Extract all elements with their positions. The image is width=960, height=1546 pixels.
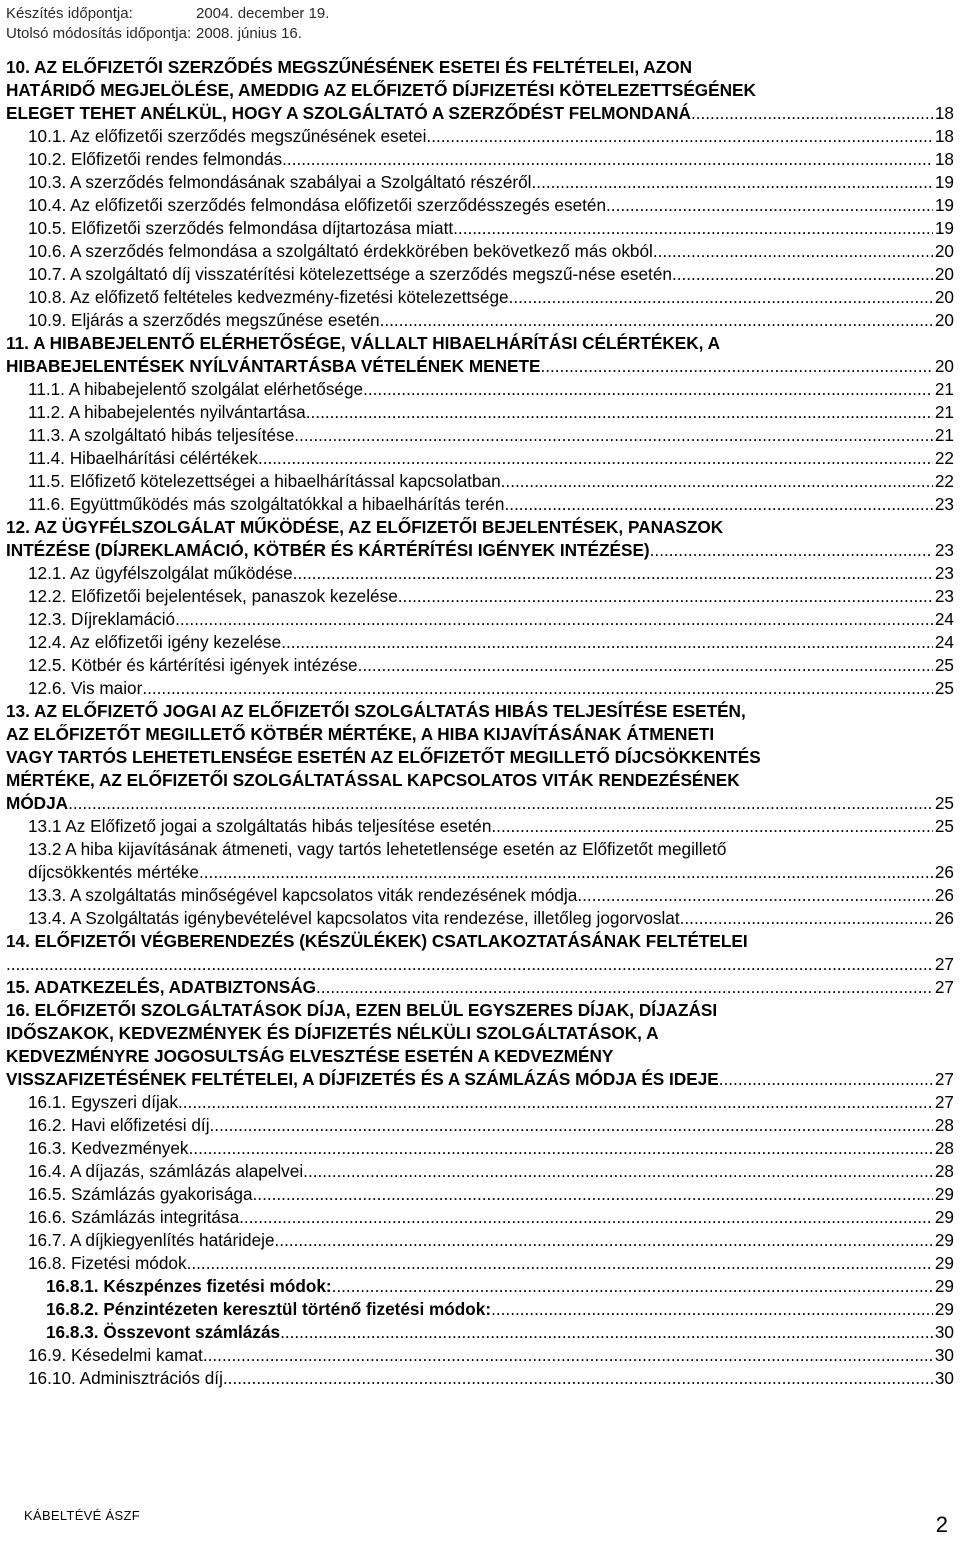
toc-entry-last-line (28, 861, 954, 884)
dot-leader (308, 1160, 933, 1183)
toc-entry-text: díjcsökkentés mértéke (28, 862, 199, 882)
toc-entry-last-line (28, 631, 954, 654)
toc-entry-last-line (28, 309, 954, 332)
toc-page-number: 29 (934, 1207, 954, 1227)
toc-entry-text: 12.4. Az előfizetői igény kezelése (28, 632, 282, 652)
page-number: 2 (935, 1512, 948, 1537)
toc-entry-last-line (28, 585, 954, 608)
toc-entry-text: 16.5. Számlázás gyakorisága (28, 1184, 253, 1204)
toc-page-number: 25 (934, 655, 954, 675)
toc-entry-last-line (28, 1160, 954, 1183)
toc-entry-text: 16.8. Fizetési módok (28, 1253, 187, 1273)
toc-entry-last-line (28, 1091, 954, 1114)
toc-page-number: 26 (934, 908, 954, 928)
toc-entry[interactable] (6, 309, 954, 332)
toc-entry[interactable] (6, 838, 954, 884)
toc-entry[interactable] (6, 999, 954, 1091)
toc-page-number: 18 (934, 126, 954, 146)
toc-entry[interactable] (6, 1275, 954, 1298)
toc-entry-text: 11.6. Együttműködés más szolgáltatókkal a hibaelhárítás terén (28, 494, 505, 514)
toc-entry-text: 16. ELŐFIZETŐI SZOLGÁLTATÁSOK DÍJA, EZEN BELÜL EGYSZERES DÍJAK, DÍJAZÁSI (6, 1000, 718, 1020)
toc-entry[interactable] (6, 470, 954, 493)
toc-entry-last-line (28, 125, 954, 148)
dot-leader (187, 1252, 933, 1275)
toc-entry-text: HATÁRIDŐ MEGJELÖLÉSE, AMEDDIG AZ ELŐFIZETŐ DÍJFIZETÉSI KÖTELEZETTSÉGÉNEK (6, 80, 756, 100)
toc-entry-last-line (28, 286, 954, 309)
dot-leader (223, 1367, 933, 1390)
dot-leader (491, 815, 932, 838)
toc-entry-last-line (28, 1367, 954, 1390)
dot-leader (203, 1344, 933, 1367)
dot-leader (491, 1298, 933, 1321)
table-of-contents (6, 56, 954, 1390)
toc-entry-last-line (28, 470, 954, 493)
dot-leader (275, 1229, 933, 1252)
toc-entry-last-line (28, 884, 954, 907)
dot-leader (577, 884, 933, 907)
toc-page-number: 29 (934, 1299, 954, 1319)
toc-page-number: 19 (934, 195, 954, 215)
toc-entry-last-line (28, 263, 954, 286)
toc-entry-last-line (28, 677, 954, 700)
toc-entry-text: IDŐSZAKOK, KEDVEZMÉNYEK ÉS DÍJFIZETÉS NÉLKÜLI SZOLGÁLTATÁSOK, A (6, 1023, 659, 1043)
toc-entry-text: 16.9. Késedelmi kamat (28, 1345, 203, 1365)
toc-entry[interactable] (6, 217, 954, 240)
toc-entry[interactable] (6, 125, 954, 148)
toc-page-number: 25 (934, 678, 954, 698)
dot-leader (504, 493, 932, 516)
dot-leader (178, 1091, 933, 1114)
dot-leader (398, 585, 933, 608)
toc-page-number: 24 (934, 609, 954, 629)
toc-page-number: 29 (934, 1230, 954, 1250)
toc-entry-last-line (28, 907, 954, 930)
toc-entry-text: 10.5. Előfizetői szerződés felmondása díjtartozása miatt (28, 218, 454, 238)
toc-page-number: 30 (934, 1345, 954, 1365)
toc-entry[interactable] (6, 585, 954, 608)
toc-entry-text: 12.6. Vis maior (28, 678, 143, 698)
toc-entry-last-line (28, 493, 954, 516)
dot-leader (293, 562, 933, 585)
toc-entry-text: 10.9. Eljárás a szerződés megszűnése esetén (28, 310, 380, 330)
toc-entry[interactable] (6, 401, 954, 424)
toc-entry-text: 13.1 Az Előfizető jogai a szolgáltatás hibás teljesítése esetén (28, 816, 492, 836)
dot-leader (532, 171, 933, 194)
toc-page-number: 26 (934, 885, 954, 905)
toc-page-number: 29 (934, 1253, 954, 1273)
dot-leader (306, 401, 933, 424)
toc-entry[interactable] (6, 286, 954, 309)
toc-page-number: 27 (934, 954, 954, 974)
toc-page-number: 25 (934, 816, 954, 836)
toc-entry-last-line (28, 1114, 954, 1137)
toc-entry[interactable] (6, 240, 954, 263)
toc-entry-text: VISSZAFIZETÉSÉNEK FELTÉTELEI, A DÍJFIZETÉS ÉS A SZÁMLÁZÁS MÓDJA ÉS IDEJE (6, 1069, 719, 1089)
toc-entry-text: 12. AZ ÜGYFÉLSZOLGÁLAT MŰKÖDÉSE, AZ ELŐFIZETŐI BEJELENTÉSEK, PANASZOK (6, 517, 724, 537)
toc-entry-text: 16.4. A díjazás, számlázás alapelvei. (28, 1161, 308, 1181)
toc-entry[interactable] (6, 447, 954, 470)
toc-page-number: 29 (934, 1276, 954, 1296)
toc-entry[interactable] (6, 1321, 954, 1344)
toc-page-number: 28 (934, 1161, 954, 1181)
dot-leader (332, 1275, 933, 1298)
toc-entry-last-line (6, 1068, 954, 1091)
dot-leader (189, 1137, 933, 1160)
toc-entry-last-line (28, 1183, 954, 1206)
toc-entry-last-line (6, 792, 954, 815)
dot-leader (363, 378, 933, 401)
toc-page-number: 23 (934, 586, 954, 606)
dot-leader (719, 1068, 933, 1091)
toc-entry-last-line (28, 217, 954, 240)
toc-page-number: 30 (934, 1368, 954, 1388)
toc-entry-text: AZ ELŐFIZETŐT MEGILLETŐ KÖTBÉR MÉRTÉKE, A HIBA KIJAVÍTÁSÁNAK ÁTMENETI (6, 724, 715, 744)
toc-page-number: 27 (934, 977, 954, 997)
toc-entry[interactable] (6, 493, 954, 516)
toc-entry-text: 12.3. Díjreklamáció (28, 609, 176, 629)
toc-entry[interactable] (6, 1367, 954, 1390)
toc-entry-text: 12.2. Előfizetői bejelentések, panaszok kezelése (28, 586, 398, 606)
toc-entry-last-line (28, 1344, 954, 1367)
toc-entry-last-line (28, 148, 954, 171)
toc-entry[interactable] (6, 608, 954, 631)
toc-page-number: 19 (934, 218, 954, 238)
toc-entry-text: 10.3. A szerződés felmondásának szabályai a Szolgáltató részéről (28, 172, 532, 192)
toc-page-number: 22 (934, 448, 954, 468)
toc-entry[interactable] (6, 171, 954, 194)
dot-leader (68, 792, 933, 815)
dot-leader (253, 1183, 933, 1206)
toc-entry-text: HIBABEJELENTÉSEK NYÍLVÁNTARTÁSBA VÉTELÉNEK MENETE (6, 356, 541, 376)
toc-entry[interactable] (6, 1114, 954, 1137)
toc-entry[interactable] (6, 148, 954, 171)
dot-leader (606, 194, 933, 217)
toc-entry[interactable] (6, 56, 954, 125)
toc-page-number: 25 (934, 793, 954, 813)
toc-entry-text: 10.1. Az előfizetői szerződés megszűnésének esetei (28, 126, 427, 146)
modified-row (6, 24, 329, 44)
dot-leader (380, 309, 933, 332)
toc-entry[interactable] (6, 976, 954, 999)
toc-entry-last-line (28, 447, 954, 470)
toc-entry[interactable] (6, 907, 954, 930)
dot-leader (501, 470, 933, 493)
toc-page-number: 21 (934, 402, 954, 422)
toc-entry-text: 13. AZ ELŐFIZETŐ JOGAI AZ ELŐFIZETŐI SZOLGÁLTATÁS HIBÁS TELJESÍTÉSE ESETÉN, (6, 701, 746, 721)
toc-entry-text: 16.8.3. Összevont számlázás (46, 1322, 281, 1342)
toc-entry[interactable] (6, 516, 954, 562)
toc-entry-last-line (28, 424, 954, 447)
toc-entry-last-line (6, 953, 954, 976)
toc-entry-text: 13.3. A szolgáltatás minőségével kapcsolatos viták rendezésének módja (28, 885, 578, 905)
toc-entry-last-line (46, 1275, 954, 1298)
toc-entry[interactable] (6, 1252, 954, 1275)
toc-page-number: 24 (934, 632, 954, 652)
toc-entry-last-line (6, 102, 954, 125)
toc-entry-last-line (28, 1229, 954, 1252)
created-date: 2004. december 19. (196, 5, 330, 22)
dot-leader (426, 125, 932, 148)
toc-entry-last-line (28, 240, 954, 263)
dot-leader (680, 907, 933, 930)
toc-entry-last-line (28, 815, 954, 838)
toc-entry-text: 16.10. Adminisztrációs díj (28, 1368, 223, 1388)
toc-entry-text: 14. ELŐFIZETŐI VÉGBERENDEZÉS (KÉSZÜLÉKEK) CSATLAKOZTATÁSÁNAK FELTÉTELEI (6, 931, 748, 951)
toc-entry-text: 11.2. A hibabejelentés nyilvántartása (28, 402, 306, 422)
toc-page-number: 20 (934, 241, 954, 261)
toc-entry-text: 12.5. Kötbér és kártérítési igények intézése (28, 655, 358, 675)
toc-page-number: 27 (934, 1092, 954, 1112)
modified-date: 2008. június 16. (196, 25, 302, 42)
toc-page-number: 23 (934, 494, 954, 514)
toc-page-number: 23 (934, 540, 954, 560)
toc-entry-text: 16.2. Havi előfizetési díj (28, 1115, 210, 1135)
toc-page-number: 23 (934, 563, 954, 583)
dot-leader (280, 1321, 933, 1344)
toc-entry[interactable] (6, 1344, 954, 1367)
dot-leader (294, 424, 933, 447)
toc-entry[interactable] (6, 884, 954, 907)
toc-page-number: 18 (934, 149, 954, 169)
toc-entry-text: VAGY TARTÓS LEHETETLENSÉGE ESETÉN AZ ELŐFIZETŐT MEGILLETŐ DÍJCSÖKKENTÉS (6, 747, 761, 767)
toc-page-number: 20 (934, 264, 954, 284)
toc-entry[interactable] (6, 631, 954, 654)
toc-entry-last-line (28, 401, 954, 424)
dot-leader (653, 240, 933, 263)
toc-entry[interactable] (6, 1229, 954, 1252)
toc-entry-last-line (28, 378, 954, 401)
toc-page-number: 21 (934, 379, 954, 399)
toc-entry-text: INTÉZÉSE (DÍJREKLAMÁCIÓ, KÖTBÉR ÉS KÁRTÉRÍTÉSI IGÉNYEK INTÉZÉSE) (6, 540, 650, 560)
dot-leader (691, 102, 933, 125)
toc-entry[interactable] (6, 332, 954, 378)
dot-leader (6, 953, 933, 976)
toc-entry-text: 10.4. Az előfizetői szerződés felmondása előfizetői szerződésszegés esetén (28, 195, 607, 215)
toc-page-number: 22 (934, 471, 954, 491)
toc-entry-text: 16.6. Számlázás integritása (28, 1207, 240, 1227)
dot-leader (199, 861, 933, 884)
toc-entry-text: 13.4. A Szolgáltatás igénybevételével kapcsolatos vita rendezése, illetőleg jogorvoslat (28, 908, 680, 928)
toc-entry-text: 16.1. Egyszeri díjak (28, 1092, 178, 1112)
toc-entry[interactable] (6, 378, 954, 401)
dot-leader (453, 217, 933, 240)
toc-entry-last-line (28, 171, 954, 194)
toc-entry[interactable] (6, 654, 954, 677)
toc-entry-last-line (46, 1321, 954, 1344)
created-label: Készítés időpontja: (6, 5, 133, 22)
toc-entry[interactable] (6, 700, 954, 815)
toc-entry[interactable] (6, 424, 954, 447)
toc-page-number: 30 (934, 1322, 954, 1342)
toc-entry-last-line (28, 1252, 954, 1275)
toc-entry-text: 10.7. A szolgáltató díj visszatérítési kötelezettsége a szerződés megszű-nése esetén (28, 264, 672, 284)
dot-leader (650, 539, 933, 562)
toc-entry-last-line (6, 976, 954, 999)
toc-page-number: 18 (934, 103, 954, 123)
toc-entry-text: 10. AZ ELŐFIZETŐI SZERZŐDÉS MEGSZŰNÉSÉNEK ESETEI ÉS FELTÉTELEI, AZON (6, 57, 692, 77)
toc-entry-text: 10.8. Az előfizető feltételes kedvezmény-fizetési kötelezettsége (28, 287, 509, 307)
toc-page-number: 19 (934, 172, 954, 192)
toc-entry[interactable] (6, 815, 954, 838)
dot-leader (142, 677, 933, 700)
dot-leader (239, 1206, 933, 1229)
modified-label: Utolsó módosítás időpontja: (6, 25, 192, 42)
toc-entry-last-line (6, 355, 954, 378)
toc-entry-last-line (28, 562, 954, 585)
dot-leader (509, 286, 933, 309)
toc-page-number: 20 (934, 310, 954, 330)
toc-entry[interactable] (6, 1206, 954, 1229)
dot-leader (540, 355, 932, 378)
toc-page-number: 28 (934, 1115, 954, 1135)
created-row (6, 4, 329, 24)
toc-page-number: 21 (934, 425, 954, 445)
dot-leader (672, 263, 933, 286)
toc-entry-text: 12.1. Az ügyfélszolgálat működése (28, 563, 293, 583)
toc-entry[interactable] (6, 194, 954, 217)
toc-entry-text: 13.2 A hiba kijavításának átmeneti, vagy tartós lehetetlensége esetén az Előfizetőt megillető (28, 839, 727, 859)
toc-entry-last-line (6, 539, 954, 562)
toc-entry-text: 16.8.1. Készpénzes fizetési módok: (46, 1276, 332, 1296)
toc-entry-text: 10.2. Előfizetői rendes felmondás (28, 149, 283, 169)
toc-entry-text: MÉRTÉKE, AZ ELŐFIZETŐI SZOLGÁLTATÁSSAL KAPCSOLATOS VITÁK RENDEZÉSÉNEK (6, 770, 740, 790)
toc-entry-text: 11.3. A szolgáltató hibás teljesítése (28, 425, 295, 445)
toc-page-number: 28 (934, 1138, 954, 1158)
dot-leader (210, 1114, 933, 1137)
toc-entry-last-line (28, 654, 954, 677)
dot-leader (281, 631, 933, 654)
dot-leader (175, 608, 933, 631)
dot-leader (282, 148, 933, 171)
toc-page-number: 29 (934, 1184, 954, 1204)
footer-title: KÁBELTÉVÉ ÁSZF (24, 1508, 140, 1523)
dot-leader (316, 976, 933, 999)
toc-page-number: 27 (934, 1069, 954, 1089)
toc-entry-last-line (46, 1298, 954, 1321)
toc-entry-last-line (28, 194, 954, 217)
toc-entry[interactable] (6, 1137, 954, 1160)
toc-entry-last-line (28, 608, 954, 631)
toc-entry[interactable] (6, 1298, 954, 1321)
toc-entry[interactable] (6, 562, 954, 585)
toc-page-number: 26 (934, 862, 954, 882)
toc-entry-text: 16.3. Kedvezmények (28, 1138, 189, 1158)
toc-entry-text: 11. A HIBABEJELENTŐ ELÉRHETŐSÉGE, VÁLLALT HIBAELHÁRÍTÁSI CÉLÉRTÉKEK, A (6, 333, 720, 353)
toc-entry-last-line (28, 1206, 954, 1229)
toc-entry[interactable] (6, 263, 954, 286)
toc-entry-text: 11.5. Előfizető kötelezettségei a hibaelhárítással kapcsolatban (28, 471, 501, 491)
toc-entry-text: 15. ADATKEZELÉS, ADATBIZTONSÁG (6, 977, 317, 997)
toc-entry-text: 16.8.2. Pénzintézeten keresztül történő fizetési módok: (46, 1299, 492, 1319)
toc-entry[interactable] (6, 930, 954, 976)
toc-page-number: 20 (934, 356, 954, 376)
toc-entry-text: 11.4. Hibaelhárítási célértékek (28, 448, 258, 468)
dot-leader (358, 654, 933, 677)
toc-page-number: 20 (934, 287, 954, 307)
toc-entry[interactable] (6, 1091, 954, 1114)
toc-entry[interactable] (6, 677, 954, 700)
toc-entry-text: 10.6. A szerződés felmondása a szolgáltató érdekkörében bekövetkező más okból (28, 241, 653, 261)
toc-entry-last-line (28, 1137, 954, 1160)
toc-entry-text: 16.7. A díjkiegyenlítés határideje (28, 1230, 275, 1250)
page-header (6, 4, 329, 44)
toc-entry-text: 11.1. A hibabejelentő szolgálat elérhetősége (28, 379, 364, 399)
toc-entry[interactable] (6, 1183, 954, 1206)
dot-leader (258, 447, 933, 470)
toc-entry-text: KEDVEZMÉNYRE JOGOSULTSÁG ELVESZTÉSE ESETÉN A KEDVEZMÉNY (6, 1046, 614, 1066)
toc-entry-text: ELEGET TEHET ANÉLKÜL, HOGY A SZOLGÁLTATÓ A SZERZŐDÉST FELMONDANÁ (6, 103, 691, 123)
toc-entry-text: MÓDJA (6, 793, 69, 813)
toc-entry[interactable] (6, 1160, 954, 1183)
